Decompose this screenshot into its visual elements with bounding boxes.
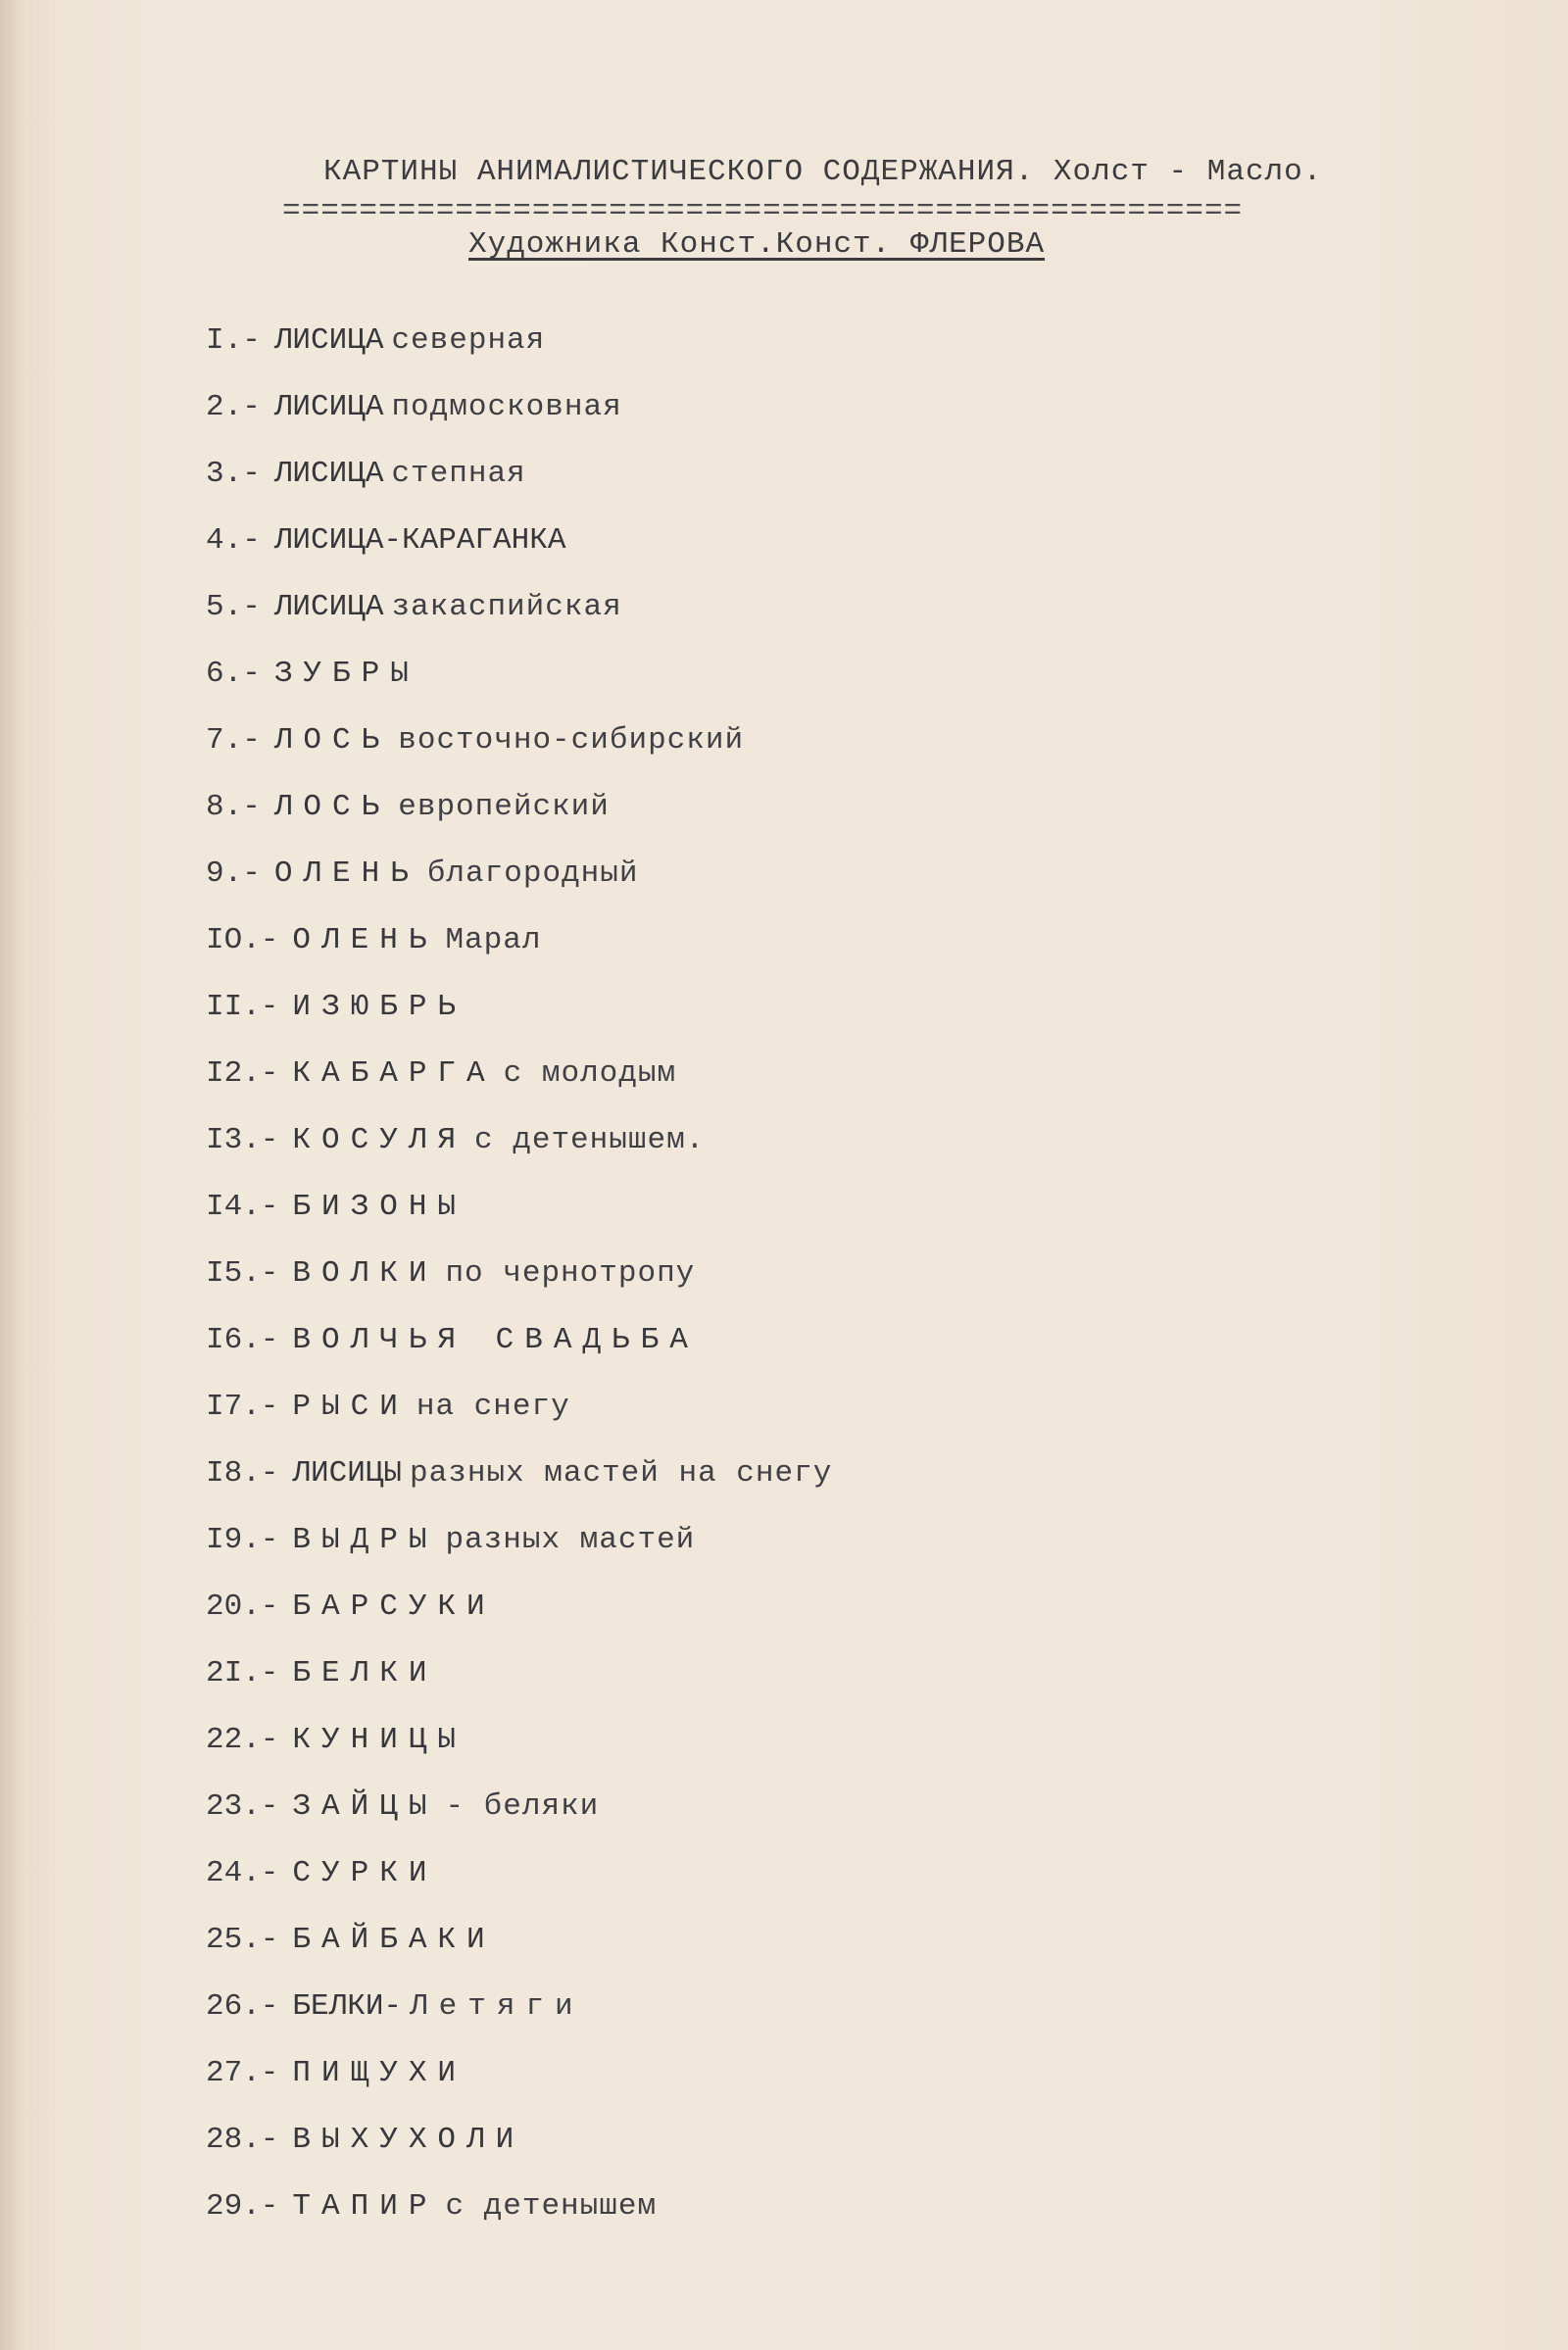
list-item [206, 990, 1382, 1039]
item-name: ЛИСИЦА [273, 457, 384, 491]
item-name: ЛИСИЦА [273, 390, 384, 424]
list-item [206, 1789, 1382, 1838]
item-description: разных мастей [445, 1523, 696, 1557]
item-name: ЗУБРЫ [273, 657, 419, 691]
item-description: - беляки [445, 1789, 600, 1824]
list-item [206, 790, 1382, 839]
list-item [206, 1723, 1382, 1772]
item-number: 29.- [206, 2189, 279, 2224]
item-name: ЛИСИЦА [273, 590, 384, 624]
item-number: 3.- [206, 457, 261, 491]
item-name: ЛОСЬ [273, 723, 391, 758]
document-header [0, 0, 1568, 294]
list-item [206, 1656, 1382, 1705]
artist-subtitle: Художника Конст.Конст. ФЛЕРОВА [468, 227, 1046, 262]
list-item [206, 1190, 1382, 1239]
item-description: с детенышем. [474, 1123, 706, 1157]
item-name: ВЫДРЫ [292, 1523, 438, 1557]
list-item [206, 1856, 1382, 1905]
item-number: 27.- [206, 2056, 279, 2090]
document-title: КАРТИНЫ АНИМАЛИСТИЧЕСКОГО СОДЕРЖАНИЯ. Холст - Масло. [323, 155, 1323, 189]
item-name: ВЫХУХОЛИ [292, 2123, 525, 2157]
list-item [206, 2056, 1382, 2105]
item-name: БЕЛКИ- [292, 1989, 403, 2024]
item-number: I2.- [206, 1056, 279, 1091]
item-name: БАРСУКИ [292, 1590, 496, 1624]
item-name: ТАПИР [292, 2189, 438, 2224]
item-number: 9.- [206, 857, 261, 891]
item-name: ВОЛЧЬЯ СВАДЬБА [292, 1323, 699, 1357]
item-description: с детенышем [445, 2189, 658, 2224]
list-item [206, 923, 1382, 972]
list-item [206, 1523, 1382, 1572]
list-item [206, 1056, 1382, 1105]
item-name: ВОЛКИ [292, 1256, 438, 1291]
list-item [206, 2123, 1382, 2172]
item-description: Марал [445, 923, 542, 957]
item-number: 8.- [206, 790, 261, 824]
item-number: 20.- [206, 1590, 279, 1624]
item-number: 24.- [206, 1856, 279, 1890]
item-description: восточно-сибирский [398, 723, 745, 758]
list-item [206, 1256, 1382, 1305]
paintings-list [0, 323, 1568, 2264]
list-item [206, 390, 1382, 439]
list-item [206, 590, 1382, 639]
item-number: I.- [206, 323, 261, 358]
item-description: подмосковная [391, 390, 622, 424]
item-number: 7.- [206, 723, 261, 758]
title-rule: ================================================== [282, 196, 1244, 226]
item-description: северная [391, 323, 546, 358]
list-item [206, 723, 1382, 772]
item-name: КУНИЦЫ [292, 1723, 467, 1757]
item-number: 4.- [206, 523, 261, 558]
item-name: КАБАРГА [292, 1056, 496, 1091]
item-number: I8.- [206, 1456, 279, 1491]
list-item [206, 857, 1382, 906]
list-item [206, 1390, 1382, 1439]
list-item [206, 1456, 1382, 1505]
item-number: 22.- [206, 1723, 279, 1757]
item-name: СУРКИ [292, 1856, 438, 1890]
list-item [206, 2189, 1382, 2238]
item-name: ЛИСИЦЫ [292, 1456, 403, 1491]
item-number: I5.- [206, 1256, 279, 1291]
item-description: по чернотропу [445, 1256, 696, 1291]
list-item [206, 1123, 1382, 1172]
item-number: 25.- [206, 1923, 279, 1957]
item-number: 28.- [206, 2123, 279, 2157]
item-description: европейский [398, 790, 610, 824]
item-name: ОЛЕНЬ [273, 857, 419, 891]
item-name: РЫСИ [292, 1390, 409, 1424]
item-number: II.- [206, 990, 279, 1024]
item-name: ЛИСИЦА [273, 323, 384, 358]
item-description: закаспийская [391, 590, 622, 624]
item-number: 2I.- [206, 1656, 279, 1690]
list-item [206, 1989, 1382, 2038]
item-number: IO.- [206, 923, 279, 957]
item-number: I6.- [206, 1323, 279, 1357]
item-description: степная [391, 457, 526, 491]
list-item [206, 1923, 1382, 1972]
item-number: 23.- [206, 1789, 279, 1824]
item-description: разных мастей на снегу [410, 1456, 833, 1491]
item-number: 6.- [206, 657, 261, 691]
item-name: БАЙБАКИ [292, 1923, 496, 1957]
item-name: ПИЩУХИ [292, 2056, 467, 2090]
item-name: ЗАЙЦЫ [292, 1789, 438, 1824]
list-item [206, 457, 1382, 506]
item-name: ОЛЕНЬ [292, 923, 438, 957]
item-description: на снегу [416, 1390, 570, 1424]
item-name: БЕЛКИ [292, 1656, 438, 1690]
item-number: 5.- [206, 590, 261, 624]
item-number: I3.- [206, 1123, 279, 1157]
item-name: ИЗЮБРЬ [292, 990, 467, 1024]
item-name: КОСУЛЯ [292, 1123, 467, 1157]
item-description: Летяги [410, 1989, 584, 2024]
item-name: ЛОСЬ [273, 790, 391, 824]
item-number: I7.- [206, 1390, 279, 1424]
item-description: благородный [426, 857, 639, 891]
item-number: 26.- [206, 1989, 279, 2024]
list-item [206, 1590, 1382, 1639]
list-item [206, 523, 1382, 572]
item-number: I9.- [206, 1523, 279, 1557]
item-name: БИЗОНЫ [292, 1190, 467, 1224]
item-number: 2.- [206, 390, 261, 424]
item-number: I4.- [206, 1190, 279, 1224]
list-item [206, 657, 1382, 706]
item-name: ЛИСИЦА-КАРАГАНКА [273, 523, 566, 558]
list-item [206, 323, 1382, 372]
list-item [206, 1323, 1382, 1372]
item-description: с молодым [503, 1056, 677, 1091]
